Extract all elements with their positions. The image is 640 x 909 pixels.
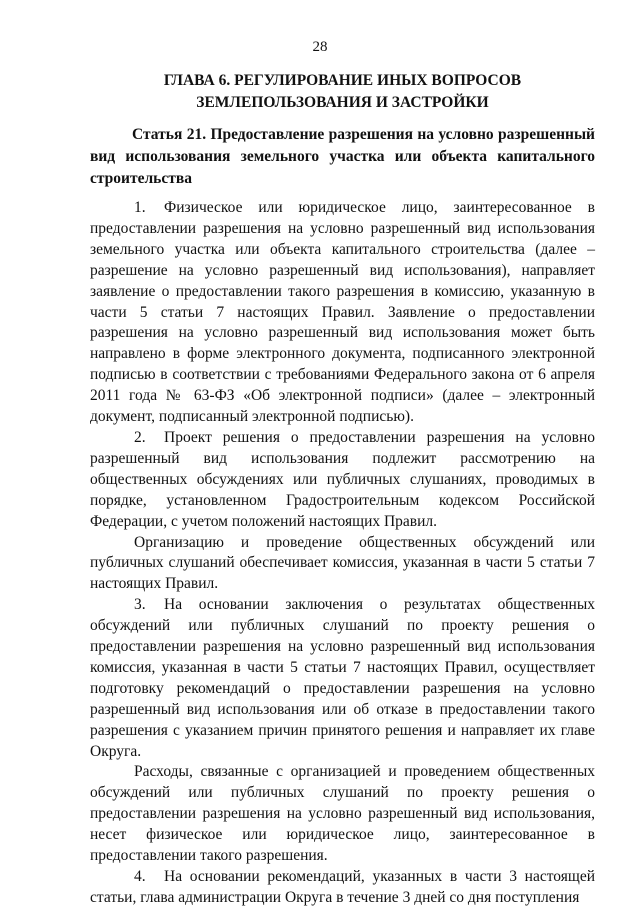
- paragraph-2: [90, 428, 595, 533]
- article-body: [90, 198, 595, 909]
- page-number: 28: [312, 39, 328, 55]
- paragraph-text: Организацию и проведение общественных обсуждений или публичных слушаний обеспечивает комиссия, указанная в части 5 статьи 7 настоящих Правил.: [90, 533, 595, 593]
- paragraph-3-continuation: [90, 762, 595, 867]
- paragraph-number: 2.: [134, 428, 146, 446]
- paragraph-text: Расходы, связанные с организацией и проведением общественных обсуждений или публичных слушаний по проекту решения о предоставлении разрешения на условно разрешенный вид использования, несет физическое или юридическое лицо, заинтересованное в предоставлении такого разрешения.: [90, 763, 595, 865]
- article-title: Статья 21. Предоставление разрешения на условно разрешенный вид использования земельного участка или объекта капитального строительства: [90, 126, 595, 187]
- paragraph-text: Физическое или юридическое лицо, заинтересованное в предоставлении разрешения на условно разрешенный вид использования земельного участка или объекта капитального строительства (далее – разрешение на условно разрешенный вид использования), направляет заявление о предоставлении такого разрешения в комиссию, указанную в части 5 статьи 7 настоящих Правил. Заявление о предоставлении разрешения на условно разрешенный вид использования может быть направлено в форме электронного документа, подписанного электронной подписью в соответствии с требованиями Федерального закона от 6 апреля 2011 года № 63-ФЗ «Об электронной подписи» (далее – электронный документ, подписанный электронной подписью).: [90, 199, 595, 426]
- paragraph-text: На основании заключения о результатах общественных обсуждений или публичных слушаний по проекту решения о предоставлении разрешения на условно разрешенный вид использования комиссия, указанная в части 5 статьи 7 настоящих Правил, осуществляет подготовку рекомендаций о предоставлении разрешения на условно разрешенный вид использования или об отказе в предоставлении такого разрешения с указанием причин принятого решения и направляет их главе Округа.: [90, 596, 595, 760]
- chapter-title: ГЛАВА 6. РЕГУЛИРОВАНИЕ ИНЫХ ВОПРОСОВ ЗЕМЛЕПОЛЬЗОВАНИЯ И ЗАСТРОЙКИ: [163, 72, 522, 111]
- paragraph-3: [90, 595, 595, 762]
- paragraph-number: 1.: [134, 199, 146, 216]
- paragraph-4: [90, 867, 595, 909]
- paragraph-text: На основании рекомендаций, указанных в части 3 настоящей статьи, глава администрации Округа в течение 3 дней со дня поступления: [90, 868, 595, 906]
- paragraph-1: [90, 198, 595, 428]
- paragraph-number: 4.: [134, 868, 146, 885]
- paragraph-number: 3.: [134, 596, 146, 614]
- paragraph-text: Проект решения о предоставлении разрешения на условно разрешенный вид использования подлежит рассмотрению на общественных обсуждениях или публичных слушаниях, проводимых в порядке, установленном Градостроительным кодексом Российской Федерации, с учетом положений настоящих Правил.: [90, 428, 595, 530]
- paragraph-2-continuation: [90, 533, 595, 596]
